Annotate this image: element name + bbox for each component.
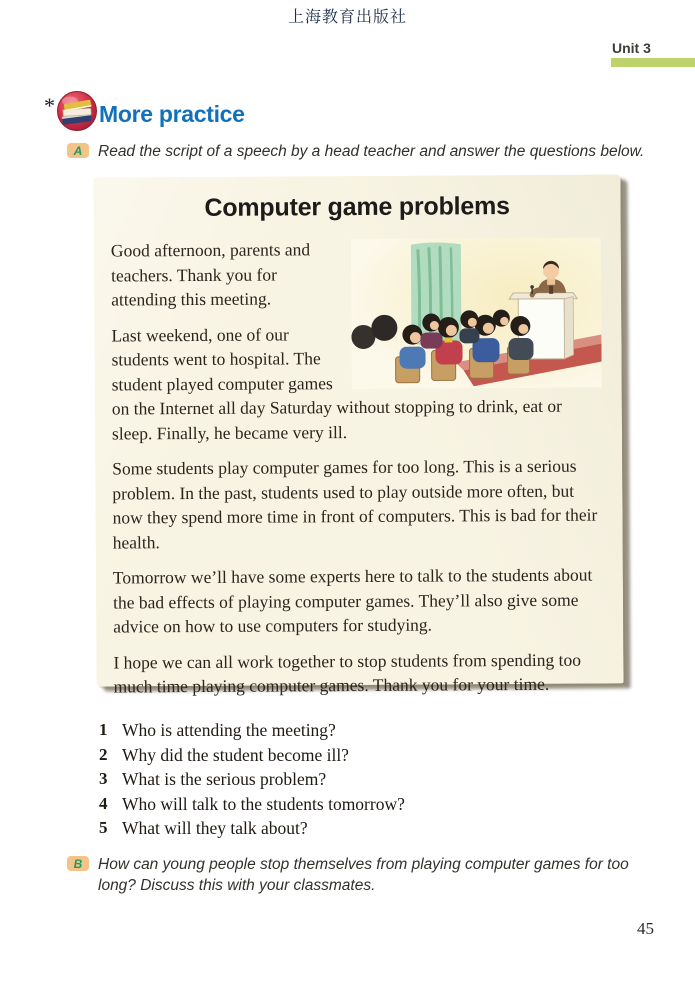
exercise-a-instruction: Read the script of a speech by a head teacher and answer the questions below. [98,143,645,160]
question-number: 1 [99,720,108,739]
question-row [99,816,629,841]
question-row [99,792,629,817]
meeting-illustration [351,238,602,390]
exercise-b-badge: B [67,856,89,871]
question-row [99,718,629,743]
question-text: Who is attending the meeting? [122,720,336,740]
exercise-a [67,141,652,162]
unit-label: Unit 3 [612,40,651,56]
question-text: What will they talk about? [122,818,308,838]
unit-bar [611,58,695,67]
question-row [99,743,629,768]
question-number: 3 [99,769,108,788]
exercise-b-instruction: How can young people stop themselves from playing computer games for too long? Discuss this with your classmates. [98,856,629,894]
passage-title: Computer game problems [204,192,510,222]
question-text: Who will talk to the students tomorrow? [122,793,405,814]
question-number: 2 [99,744,108,764]
question-row [99,767,629,792]
question-number: 5 [99,818,108,837]
question-number: 4 [99,793,108,813]
exercise-b [67,854,659,896]
publisher-watermark: 上海教育出版社 [287,9,407,26]
section-header [44,90,245,132]
passage-paragraph: Some students play computer games for too long. This is a serious problem. In the past, students used to play outside more often, but now they spend more time in front of computers. This is bad for their health. [112,455,598,553]
asterisk-marker: * [44,93,55,118]
section-title: More practice [99,100,245,127]
question-text: What is the serious problem? [122,769,327,789]
passage-paragraph: I hope we can all work together to stop students from spending too much time playing computer games. Thank you for your time. [113,649,582,697]
exercise-a-badge: A [67,143,89,158]
question-list [99,718,629,841]
passage-body [94,220,624,699]
passage-paragraph: Last weekend, one of our students went to hospital. The student played computer games on the Internet all day Saturday without stopping to drink, eat or sleep. Finally, he became very ill. [111,323,562,444]
speech-script-card [93,174,623,697]
passage-paragraph: Tomorrow we’ll have some experts here to talk to the students about the bad effects of playing computer games. They’ll also give some advice on how to use computers for studying. [112,564,593,637]
page-number: 45 [637,919,654,938]
books-icon [56,90,98,132]
question-text: Why did the student become ill? [122,744,349,765]
passage-paragraph: Good afternoon, parents and teachers. Thank you for attending this meeting. [110,239,311,310]
